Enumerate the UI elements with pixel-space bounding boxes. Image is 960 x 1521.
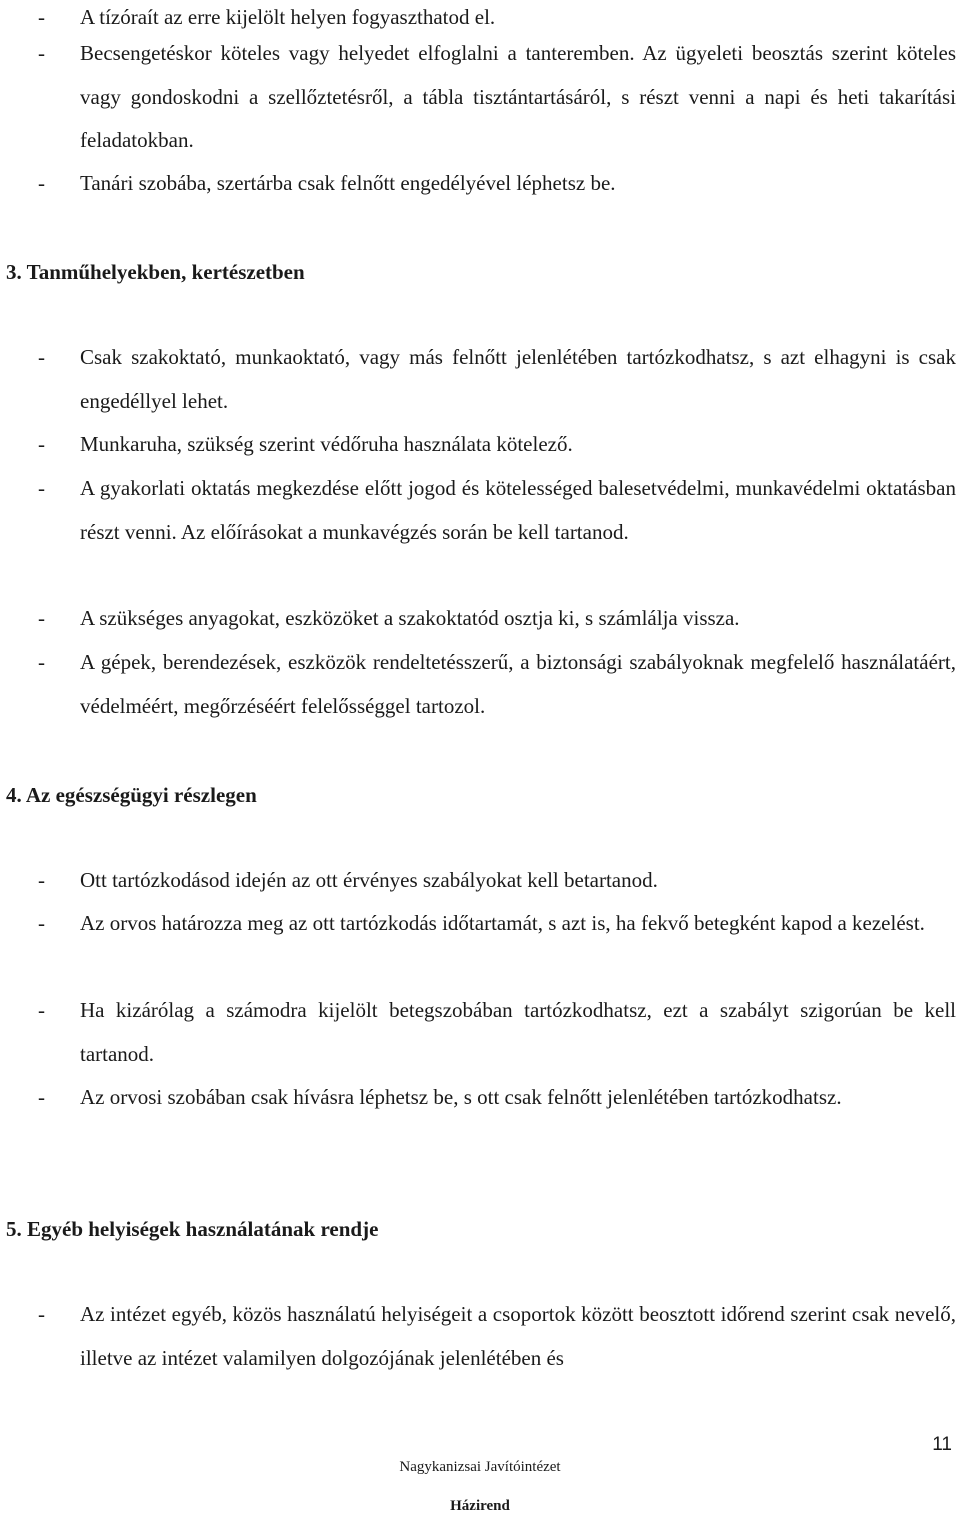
list-dash: - bbox=[38, 476, 45, 500]
list-item bbox=[38, 162, 956, 206]
list-item bbox=[38, 467, 956, 554]
list-item bbox=[38, 336, 956, 423]
list-item bbox=[38, 32, 956, 163]
list-item bbox=[38, 423, 956, 467]
footer-document-title: Házirend bbox=[450, 1498, 510, 1514]
list-item bbox=[38, 902, 956, 946]
page-number: 11 bbox=[932, 1434, 952, 1455]
list-dash: - bbox=[38, 998, 45, 1022]
list-dash: - bbox=[38, 41, 45, 65]
list-dash: - bbox=[38, 171, 45, 195]
list-dash: - bbox=[38, 911, 45, 935]
list-item-text: Becsengetéskor köteles vagy helyedet elfoglalni a tanteremben. Az ügyeleti beosztás szerint köteles vagy gondoskodni a szellőztetésről, a tábla tisztántartásáról, s részt venni a napi és heti takarítási feladatokban. bbox=[80, 41, 956, 152]
list-item-text: A gépek, berendezések, eszközök rendeltetésszerű, a biztonsági szabályoknak megfelelő használatáért, védelméért, megőrzéséért felelősséggel tartozol. bbox=[80, 650, 956, 718]
list-dash: - bbox=[38, 650, 45, 674]
list-item-text: Csak szakoktató, munkaoktató, vagy más felnőtt jelenlétében tartózkodhatsz, s azt elhagyni is csak engedéllyel lehet. bbox=[80, 345, 956, 413]
list-dash: - bbox=[38, 432, 45, 456]
list-item-text: Tanári szobába, szertárba csak felnőtt engedélyével léphetsz be. bbox=[80, 171, 616, 195]
list-item-text: A gyakorlati oktatás megkezdése előtt jogod és kötelességed balesetvédelmi, munkavédelmi oktatásban részt venni. Az előírásokat a munkavégzés során be kell tartanod. bbox=[80, 476, 956, 544]
list-item bbox=[38, 1293, 956, 1380]
list-item bbox=[38, 859, 956, 903]
footer-institute-name: Nagykanizsai Javítóintézet bbox=[399, 1459, 561, 1475]
list-item-text: Ott tartózkodásod idején az ott érvényes szabályokat kell betartanod. bbox=[80, 868, 658, 892]
list-dash: - bbox=[38, 868, 45, 892]
list-item-text: Ha kizárólag a számodra kijelölt betegszobában tartózkodhatsz, ezt a szabályt szigorúan be kell tartanod. bbox=[80, 998, 956, 1066]
section-heading: 3. Tanműhelyekben, kertészetben bbox=[6, 260, 305, 284]
list-item-text: A tízóraít az erre kijelölt helyen fogyaszthatod el. bbox=[80, 5, 496, 29]
list-item-text: Munkaruha, szükség szerint védőruha használata kötelező. bbox=[80, 432, 573, 456]
list-dash: - bbox=[38, 345, 45, 369]
list-dash: - bbox=[38, 5, 45, 29]
list-dash: - bbox=[38, 1085, 45, 1109]
list-item-text: Az intézet egyéb, közös használatú helyiségeit a csoportok között beosztott időrend szerint csak nevelő, illetve az intézet valamilyen dolgozójának jelenlétében és bbox=[80, 1302, 956, 1370]
list-item bbox=[38, 597, 956, 641]
list-dash: - bbox=[38, 606, 45, 630]
list-item-text: Az orvos határozza meg az ott tartózkodás időtartamát, s azt is, ha fekvő betegként kapod a kezelést. bbox=[80, 911, 925, 935]
list-item bbox=[38, 1076, 956, 1120]
list-item bbox=[38, 989, 956, 1076]
list-item-text: Az orvosi szobában csak hívásra léphetsz be, s ott csak felnőtt jelenlétében tartózkodhatsz. bbox=[80, 1085, 842, 1109]
section-heading: 5. Egyéb helyiségek használatának rendje bbox=[6, 1217, 379, 1241]
list-item-text: A szükséges anyagokat, eszközöket a szakoktatód osztja ki, s számlálja vissza. bbox=[80, 606, 740, 630]
section-heading: 4. Az egészségügyi részlegen bbox=[6, 783, 257, 807]
list-dash: - bbox=[38, 1302, 45, 1326]
list-item bbox=[38, 641, 956, 728]
